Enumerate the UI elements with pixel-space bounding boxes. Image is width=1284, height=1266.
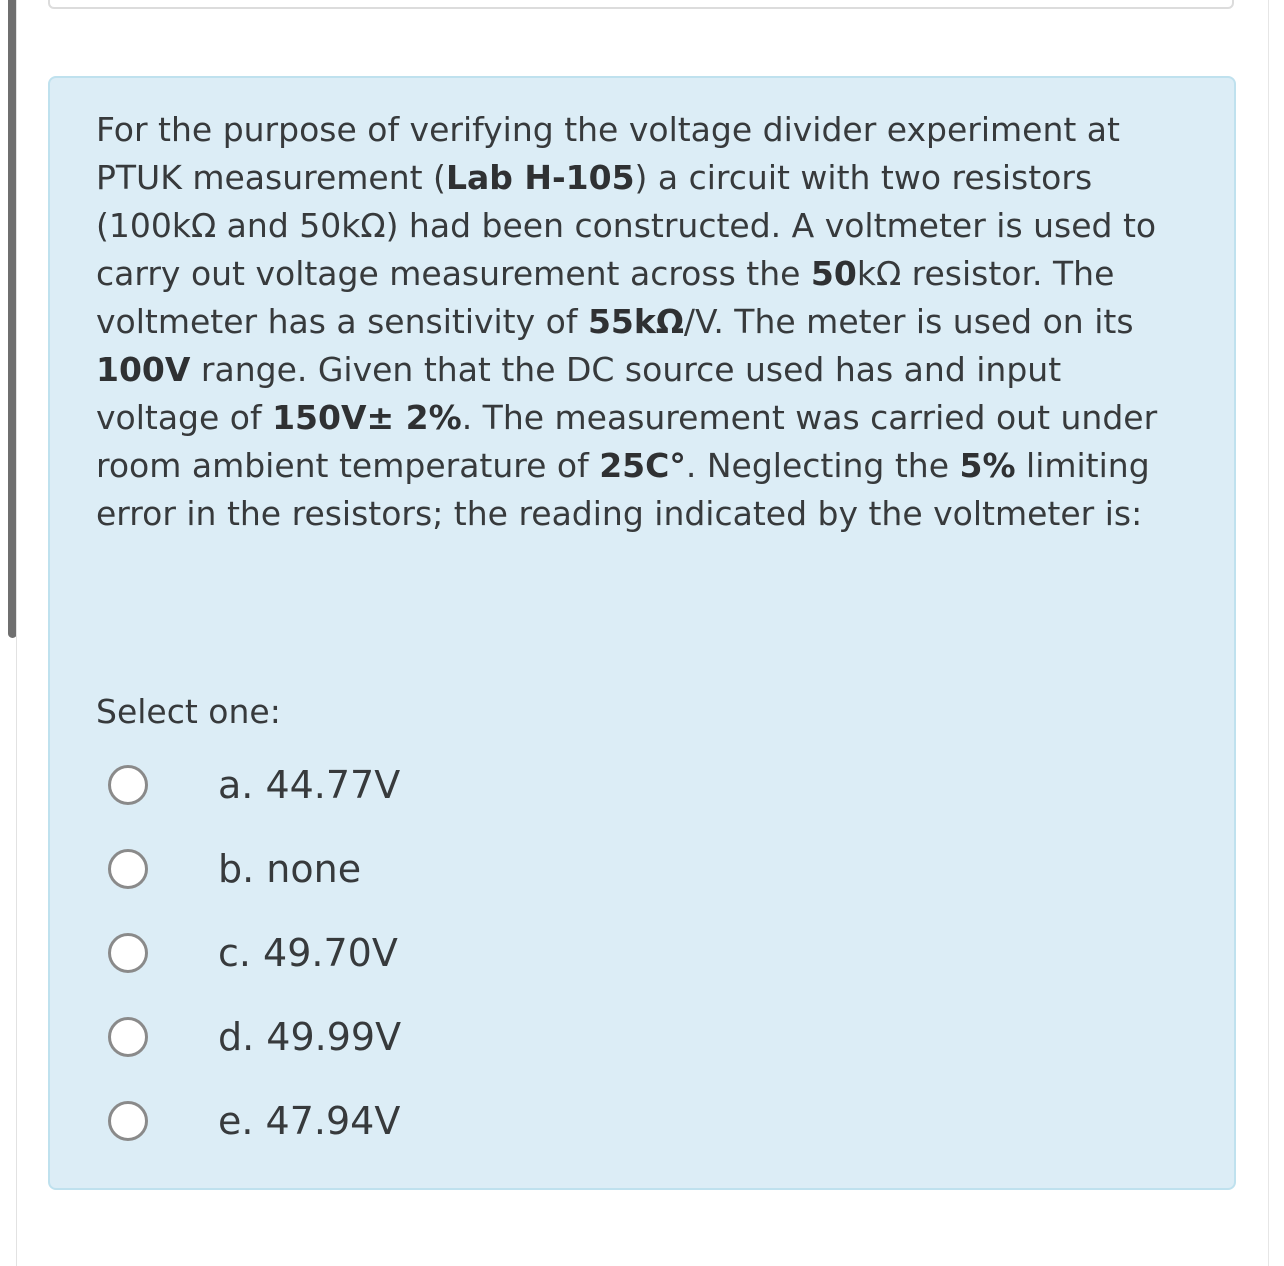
radio-button-b[interactable] xyxy=(108,849,148,889)
question-segment-bold: Lab H-105 xyxy=(445,158,635,197)
question-segment-bold: 25C° xyxy=(599,446,686,485)
question-segment: ) a circuit with two resistors (100kΩ and 50kΩ) had been constructed. A voltmeter is used to carry out voltage measurement across the xyxy=(96,158,1157,293)
question-segment: range. Given that the DC source used has and input voltage of xyxy=(96,350,1062,437)
option-e-label[interactable]: e. 47.94V xyxy=(218,1099,401,1143)
option-a[interactable] xyxy=(108,755,608,815)
question-segment-bold: 100V xyxy=(96,350,191,389)
question-segment: kΩ resistor. The voltmeter has a sensitivity of xyxy=(96,254,1115,341)
question-segment-bold: 5% xyxy=(959,446,1016,485)
previous-card xyxy=(48,0,1234,9)
option-d-label[interactable]: d. 49.99V xyxy=(218,1015,402,1059)
option-d[interactable] xyxy=(108,1007,608,1067)
question-segment-bold: 50 xyxy=(810,254,857,293)
question-text xyxy=(96,106,1186,538)
option-b-label[interactable]: b. none xyxy=(218,847,362,891)
radio-button-e[interactable] xyxy=(108,1101,148,1141)
option-e[interactable] xyxy=(108,1091,608,1151)
radio-button-d[interactable] xyxy=(108,1017,148,1057)
right-divider xyxy=(1268,0,1269,1266)
question-segment: limiting error in the resistors; the reading indicated by the voltmeter is: xyxy=(96,446,1150,533)
option-c[interactable] xyxy=(108,923,608,983)
radio-button-c[interactable] xyxy=(108,933,148,973)
question-segment: /V. The meter is used on its xyxy=(683,302,1134,341)
question-segment: . The measurement was carried out under room ambient temperature of xyxy=(96,398,1158,485)
option-a-label[interactable]: a. 44.77V xyxy=(218,763,401,807)
question-card xyxy=(48,76,1236,1190)
radio-button-a[interactable] xyxy=(108,765,148,805)
question-segment-bold: 55kΩ xyxy=(587,302,684,341)
question-segment-bold: 150V± 2% xyxy=(272,398,462,437)
option-c-label[interactable]: c. 49.70V xyxy=(218,931,398,975)
question-segment: . Neglecting the xyxy=(685,446,960,485)
option-b[interactable] xyxy=(108,839,608,899)
left-divider xyxy=(16,0,17,1266)
select-one-label: Select one: xyxy=(96,692,281,731)
question-segment: For the purpose of verifying the voltage divider experiment at PTUK measurement ( xyxy=(96,110,1120,197)
